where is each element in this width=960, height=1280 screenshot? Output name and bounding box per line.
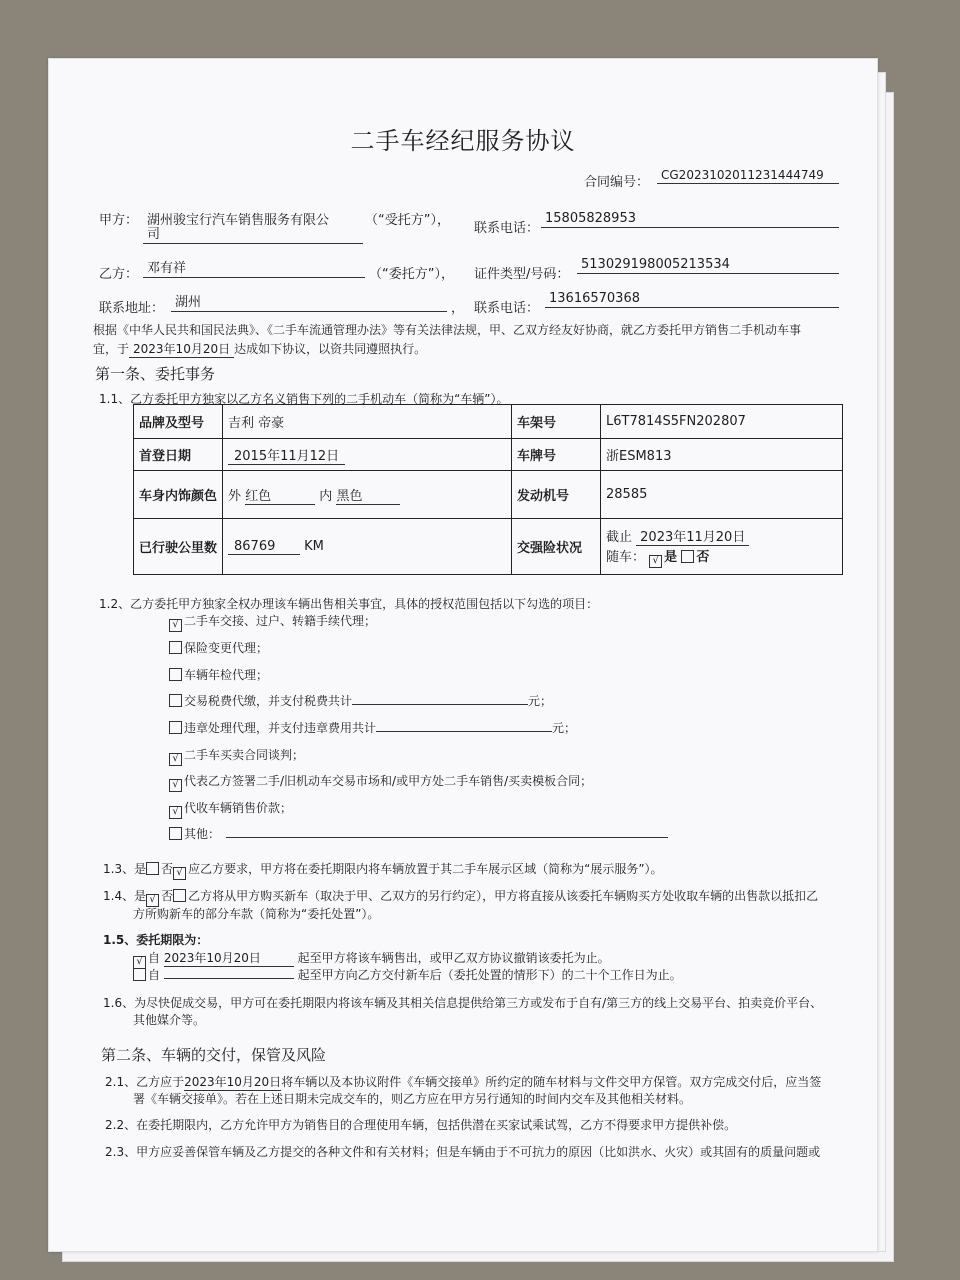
- color-cell: [223, 471, 512, 519]
- insurance-no: 否: [696, 549, 710, 565]
- checkbox-unchecked[interactable]: [146, 862, 159, 875]
- checkbox-unchecked[interactable]: [169, 827, 182, 840]
- term-option1-text: 起至甲方将该车辆售出，或甲乙双方协议撤销该委托为止。: [297, 951, 610, 965]
- checkbox-unchecked[interactable]: [169, 641, 182, 654]
- clause-1-4: [103, 887, 818, 907]
- auth-item-label: 违章处理代理，并支付违章费用共计: [184, 721, 377, 735]
- insurance-with-line: [606, 546, 837, 568]
- term-start-date: 2023年10月20日: [164, 949, 294, 967]
- auth-item-label: 代表乙方签署二手/旧机动车交易市场和/或甲方处二手车销售/买卖模板合同；: [184, 774, 593, 788]
- auth-item-5: [169, 719, 576, 736]
- mileage-unit: KM: [304, 538, 324, 554]
- id-value: 513029198005213534: [577, 257, 839, 274]
- violation-amount-blank: [376, 719, 552, 732]
- party-a-label: 甲方：: [99, 213, 139, 228]
- auth-item-label: 交易税费代缴，并支付税费共计: [184, 694, 353, 708]
- clause-1-3-text: 应乙方要求，甲方将在委托期限内将车辆放置于其二手车展示区域（简称为“展示服务”）。: [188, 862, 663, 876]
- clause-1-3: [103, 860, 663, 880]
- clause-1-6-line1: 1.6、为尽快促成交易，甲方可在委托期限内将该车辆及其相关信息提供给第三方或发布于自有/第三方的线上交易平台、拍卖竞价平台、: [103, 996, 823, 1010]
- engine-value: 28585: [601, 471, 843, 519]
- clause-2-1-prefix: 2.1、乙方应于: [105, 1075, 185, 1089]
- checkbox-checked[interactable]: √: [169, 619, 182, 632]
- clause-2-2: 2.2、在委托期限内，乙方允许甲方为销售目的合理使用车辆，包括供潜在买家试乘试驾，乙方不得要求甲方提供补偿。: [105, 1118, 737, 1132]
- vin-label: 车架号: [512, 405, 601, 439]
- article-2-title: 第二条、车辆的交付，保管及风险: [101, 1046, 327, 1064]
- term-start-blank: [164, 966, 294, 979]
- clause-1-6-line2: 其他媒介等。: [133, 1013, 206, 1027]
- auth-item-label: 代收车辆销售价款；: [184, 801, 293, 815]
- table-row: [134, 439, 843, 471]
- clause-1-1: 1.1、乙方委托甲方独家以乙方名义销售下列的二手机动车（简称为“车辆”）。: [99, 392, 509, 406]
- mileage-value: 86769: [228, 539, 300, 555]
- brand-label: 品牌及型号: [134, 405, 223, 439]
- auth-item-3: [169, 666, 268, 683]
- clause-1-3-yes: 1.3、是: [103, 862, 147, 876]
- checkbox-checked[interactable]: √: [169, 779, 182, 792]
- party-b-role: （“委托方”），: [369, 267, 454, 282]
- auth-item-1: [169, 612, 376, 632]
- clause-2-1-line1: [105, 1073, 821, 1091]
- insurance-label: 交强险状况: [512, 519, 601, 575]
- plate-value: 浙ESM813: [601, 439, 843, 471]
- clause-1-2: 1.2、乙方委托甲方独家全权办理该车辆出售相关事宜，具体的授权范围包括以下勾选的项目：: [99, 597, 599, 611]
- auth-item-suffix: 元；: [528, 694, 553, 708]
- vehicle-info-table: [133, 404, 843, 575]
- insurance-until-line: [606, 526, 837, 546]
- vin-value: L6T7814S5FN202807: [601, 405, 843, 439]
- auth-item-9: [169, 825, 668, 842]
- mileage-cell: [223, 519, 512, 575]
- clause-2-1-line2: 署《车辆交接单》。若在上述日期未完成交车的，则乙方应在甲方另行通知的时间内交车及其他相关材料。: [133, 1092, 692, 1106]
- color-in-value: 黑色: [336, 485, 400, 505]
- term-option2-text: 起至甲方向乙方交付新车后（委托处置的情形下）的二十个工作日为止。: [297, 968, 682, 982]
- auth-item-2: [169, 639, 268, 656]
- checkbox-checked[interactable]: √: [649, 555, 662, 568]
- checkbox-checked[interactable]: √: [133, 956, 146, 969]
- id-label: 证件类型/号码：: [474, 267, 570, 282]
- auth-item-6: [169, 746, 304, 766]
- clause-1-3-no: 否: [161, 862, 174, 876]
- reg-date-value: 2015年11月12日: [228, 445, 345, 465]
- address-comma: ，: [451, 301, 465, 316]
- party-b-phone-label: 联系电话：: [474, 301, 540, 316]
- auth-item-7: [169, 772, 592, 792]
- clause-1-4-line2: 方所购新车的部分车款（简称为“委托处置”）。: [133, 907, 380, 921]
- checkbox-unchecked[interactable]: [173, 889, 186, 902]
- color-in-label: 内: [319, 488, 333, 504]
- plate-label: 车牌号: [512, 439, 601, 471]
- party-a-phone-value: 15805828953: [541, 211, 839, 228]
- term-from-label: 自: [148, 951, 161, 965]
- color-out-value: 红色: [245, 485, 315, 505]
- clause-1-4-text: 乙方将从甲方购买新车（取决于甲、乙双方的另行约定），甲方将直接从该委托车辆购买方处收取车辆的出售款以抵扣乙: [188, 889, 819, 903]
- address-value: 湖州: [171, 295, 447, 312]
- clause-1-5-title: 1.5、委托期限为：: [103, 933, 209, 947]
- checkbox-checked[interactable]: √: [173, 867, 186, 880]
- table-row: [134, 471, 843, 519]
- auth-item-label: 车辆年检代理；: [184, 668, 269, 682]
- party-b-phone-value: 13616570368: [545, 291, 839, 308]
- term-from-label: 自: [148, 968, 161, 982]
- checkbox-checked[interactable]: √: [169, 806, 182, 819]
- address-label: 联系地址：: [99, 301, 165, 316]
- auth-item-suffix: 元；: [552, 721, 577, 735]
- auth-item-label: 二手车交接、过户、转籍手续代理；: [184, 614, 377, 628]
- color-label: 车身内饰颜色: [134, 471, 223, 519]
- document-title: 二手车经纪服务协议: [350, 127, 576, 155]
- checkbox-unchecked[interactable]: [681, 550, 694, 563]
- engine-label: 发动机号: [512, 471, 601, 519]
- contract-no-value: CG202310201123144474​9: [657, 167, 839, 184]
- brand-value: 吉利 帝豪: [223, 405, 512, 439]
- clause-1-4-no: 否: [161, 889, 174, 903]
- reg-date-cell: [223, 439, 512, 471]
- intro-prefix: 宜，于: [93, 342, 130, 356]
- clause-1-5-option2: [133, 966, 682, 983]
- insurance-yes: 是: [664, 549, 678, 565]
- auth-item-label: 保险变更代理；: [184, 641, 269, 655]
- party-b-label: 乙方：: [99, 267, 139, 282]
- party-b-name-value: 邓有祥: [143, 261, 365, 278]
- checkbox-unchecked[interactable]: [169, 668, 182, 681]
- insurance-until-value: 2023年11月20日: [636, 526, 749, 546]
- reg-date-label: 首登日期: [134, 439, 223, 471]
- checkbox-checked[interactable]: √: [169, 753, 182, 766]
- party-a-name-line1: 湖州骏宝行汽车销售服务有限公: [147, 213, 330, 228]
- party-a-role: （“受托方”），: [365, 213, 450, 228]
- auth-item-label: 二手车买卖合同谈判；: [184, 748, 305, 762]
- contract-no-label: 合同编号：: [584, 175, 650, 190]
- auth-item-8: [169, 799, 292, 819]
- party-a-phone-label: 联系电话：: [474, 221, 540, 236]
- checkbox-unchecked[interactable]: [133, 968, 146, 981]
- auth-item-label: 其他：: [184, 827, 221, 841]
- intro-line1: 根据《中华人民共和国民法典》、《二手车流通管理办法》等有关法律法规，甲、乙双方经友好协商，就乙方委托甲方销售二手机动车事: [93, 323, 802, 337]
- clause-2-3: 2.3、甲方应妥善保管车辆及乙方提交的各种文件和有关材料；但是车辆由于不可抗力的原因（比如洪水、火灾）或其固有的质量问题或: [105, 1145, 821, 1159]
- article-1-title: 第一条、委托事务: [95, 365, 216, 383]
- insurance-with-label: 随车：: [606, 549, 646, 565]
- auth-item-4: [169, 692, 552, 709]
- intro-line2: [93, 340, 426, 358]
- table-row: [134, 405, 843, 439]
- clause-2-1-text: 将车辆以及本协议附件《车辆交接单》所约定的随车材料与文件交甲方保管。双方完成交付后，应当签: [281, 1075, 822, 1089]
- insurance-until-label: 截止: [606, 529, 633, 545]
- agreement-page: [48, 58, 878, 1252]
- checkbox-checked[interactable]: √: [146, 894, 159, 907]
- tax-amount-blank: [352, 692, 528, 705]
- delivery-date: 2023年10月20日: [184, 1075, 282, 1089]
- other-blank: [226, 825, 668, 838]
- checkbox-unchecked[interactable]: [169, 721, 182, 734]
- clause-1-4-yes: 1.4、是: [103, 889, 147, 903]
- intro-suffix: 达成如下协议，以资共同遵照执行。: [234, 342, 427, 356]
- party-a-name-line2: 司: [143, 227, 363, 244]
- checkbox-unchecked[interactable]: [169, 694, 182, 707]
- mileage-label: 已行驶公里数: [134, 519, 223, 575]
- color-out-label: 外: [228, 488, 242, 504]
- intro-date: 2023年10月20日: [129, 340, 234, 358]
- table-row: [134, 519, 843, 575]
- insurance-cell: [601, 519, 843, 575]
